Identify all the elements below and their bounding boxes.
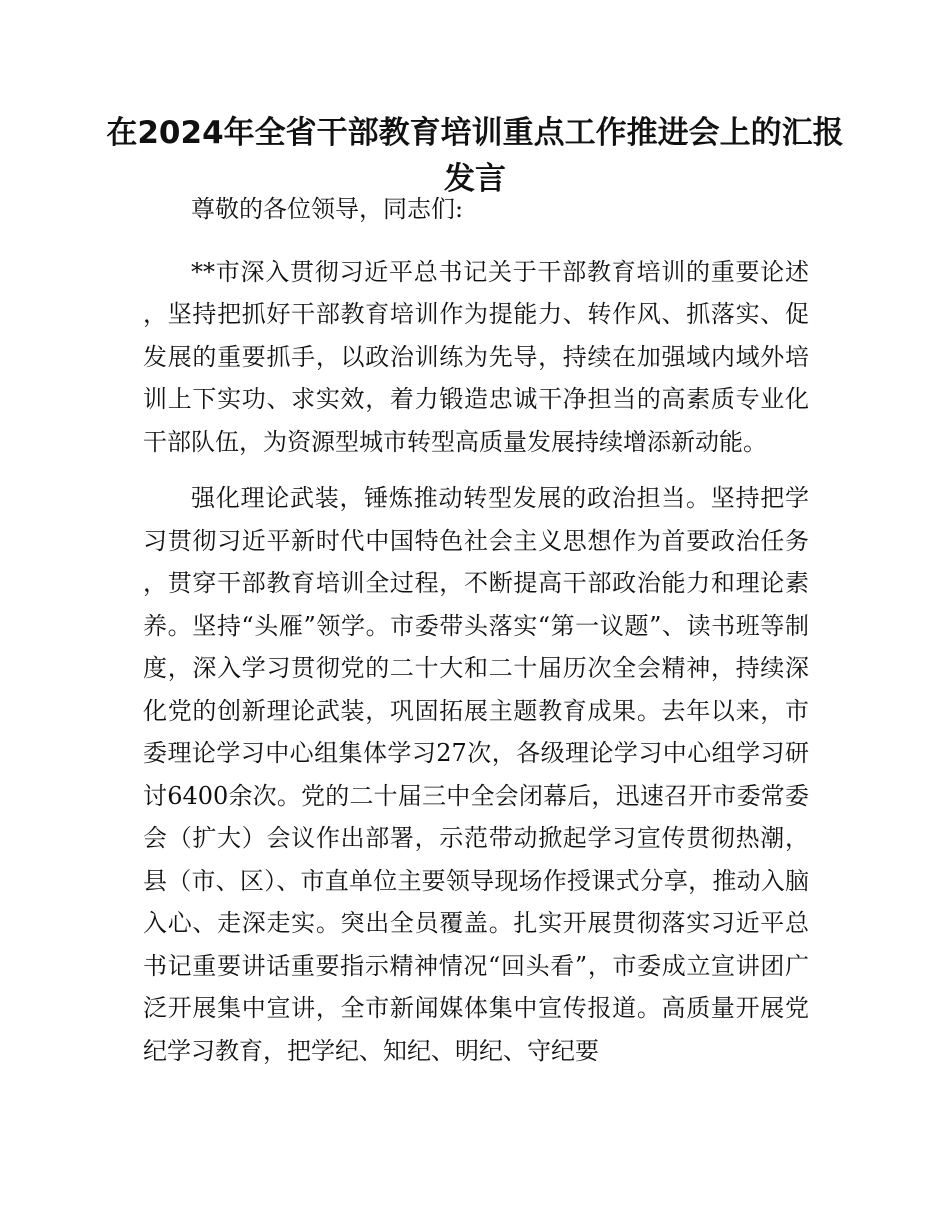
paragraph-theory: 强化理论武装，锤炼推动转型发展的政治担当。坚持把学习贯彻习近平新时代中国特色社会主义思想作为首要政治任务，贯穿干部教育培训全过程，不断提高干部政治能力和理论素养。坚持“头雁”领学。市委带头落实“第一议题”、读书班等制度，深入学习贯彻党的二十大和二十届历次全会精神，持续深化党的创新理论武装，巩固拓展主题教育成果。去年以来，市委理论学习中心组集体学习27次，各级理论学习中心组学习研讨6400余次。党的二十届三中全会闭幕后，迅速召开市委常委会（扩大）会议作出部署，示范带动掀起学习宣传贯彻热潮，县（市、区）、市直单位主要领导现场作授课式分享，推动入脑入心、走深走实。突出全员覆盖。扎实开展贯彻落实习近平总书记重要讲话重要指示精神情况“回头看”，市委成立宣讲团广泛开展集中宣讲，全市新闻媒体集中宣传报道。高质量开展党纪学习教育，把学纪、知纪、明纪、守纪要 [143, 484, 809, 1065]
greeting: 尊敬的各位领导，同志们: [191, 195, 464, 223]
paragraph-intro: **市深入贯彻习近平总书记关于干部教育培训的重要论述，坚持把抓好干部教育培训作为提能力、转作风、抓落实、促发展的重要抓手，以政治训练为先导，持续在加强域内域外培训上下实功、求实效，着力锻造忠诚干净担当的高素质专业化干部队伍，为资源型城市转型高质量发展持续增添新动能。 [143, 257, 809, 456]
document-title: 在2024年全省干部教育培训重点工作推进会上的汇报发言 [106, 115, 844, 197]
document-body [143, 188, 809, 1078]
